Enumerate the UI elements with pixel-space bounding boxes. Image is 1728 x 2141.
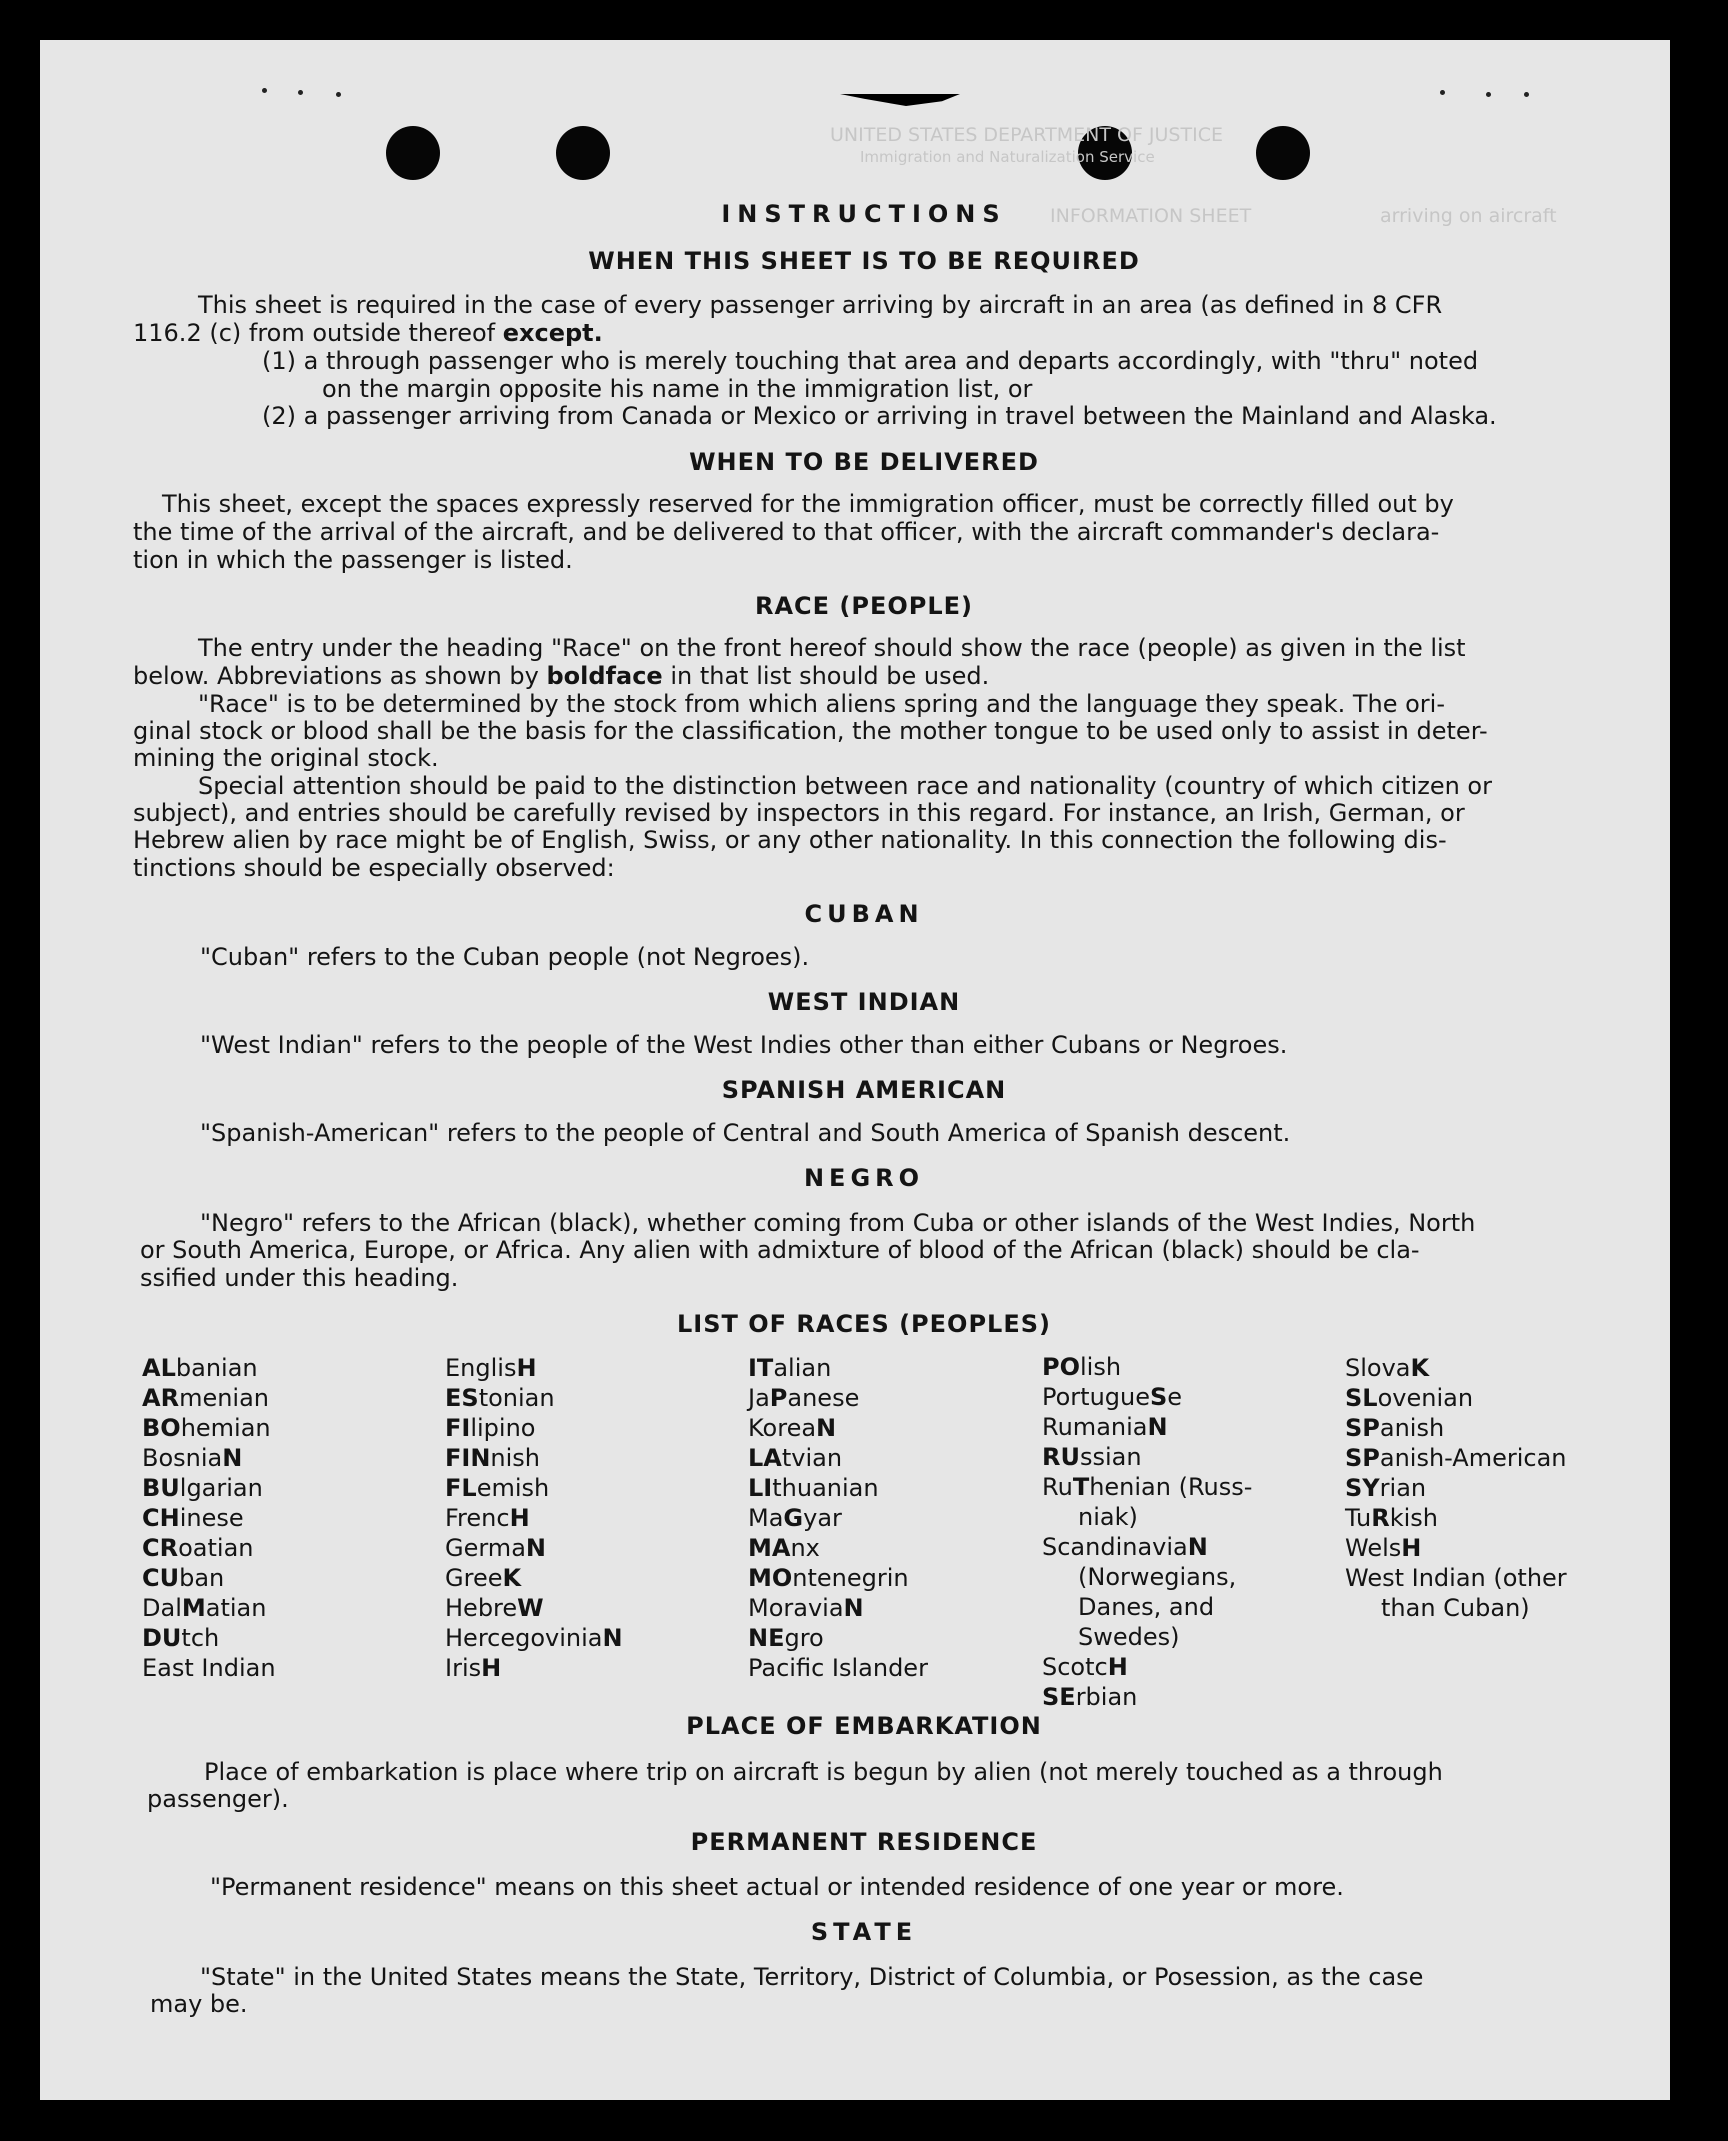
- race-text: anish-American: [1379, 1444, 1567, 1472]
- race-entry: [748, 1563, 928, 1593]
- race-abbreviation: AL: [142, 1354, 176, 1382]
- race-text: thuanian: [772, 1474, 879, 1502]
- paragraph-line: Place of embarkation is place where trip on aircraft is begun by alien (not merely touched as a through: [204, 1758, 1443, 1786]
- heading-race: RACE (PEOPLE): [754, 592, 974, 620]
- race-text: Slova: [1345, 1354, 1411, 1382]
- heading-west-indian: WEST INDIAN: [767, 988, 961, 1016]
- race-entry: [1042, 1472, 1252, 1502]
- race-entry: [1345, 1533, 1567, 1563]
- race-abbreviation: N: [843, 1594, 864, 1622]
- race-entry: [748, 1533, 928, 1563]
- race-abbreviation: LI: [748, 1474, 773, 1502]
- paragraph-line: "Permanent residence" means on this sheet actual or intended residence of one year or more.: [210, 1873, 1344, 1901]
- heading-delivered: WHEN TO BE DELIVERED: [689, 448, 1039, 476]
- race-text: rian: [1379, 1474, 1427, 1502]
- race-entry: [142, 1503, 276, 1533]
- exception-item-1: (1) a through passenger who is merely touching that area and departs accordingly, with "thru" noted: [262, 347, 1479, 375]
- paragraph-line: tinctions should be especially observed:: [133, 854, 615, 882]
- exception-item-1-cont: on the margin opposite his name in the immigration list, or: [322, 375, 1033, 403]
- race-abbreviation: MA: [748, 1534, 791, 1562]
- race-text: nx: [790, 1534, 820, 1562]
- race-text: Gree: [445, 1564, 503, 1592]
- race-entry: [142, 1623, 276, 1653]
- race-text: ovenian: [1377, 1384, 1474, 1412]
- race-entry: [142, 1653, 276, 1683]
- race-text: Korea: [748, 1414, 817, 1442]
- race-abbreviation: CH: [142, 1504, 180, 1532]
- race-text: anish: [1379, 1414, 1445, 1442]
- race-abbreviation: N: [1187, 1533, 1208, 1561]
- race-text: Frenc: [445, 1504, 510, 1532]
- race-text: menian: [179, 1384, 270, 1412]
- race-text: ntenegrin: [792, 1564, 909, 1592]
- paragraph-line: Hebrew alien by race might be of English, Swiss, or any other nationality. In this connection the following dis-: [133, 826, 1447, 854]
- race-entry: [445, 1563, 623, 1593]
- race-text: oatian: [178, 1534, 254, 1562]
- race-abbreviation: H: [1107, 1653, 1128, 1681]
- race-text: hemian: [180, 1414, 271, 1442]
- race-entry: [748, 1473, 928, 1503]
- race-abbreviation: FL: [445, 1474, 477, 1502]
- race-entry: [748, 1443, 928, 1473]
- speck: [298, 90, 303, 95]
- race-text: lish: [1080, 1353, 1122, 1381]
- race-abbreviation: NE: [748, 1624, 785, 1652]
- race-text: Ru: [1042, 1473, 1073, 1501]
- race-entry: [748, 1503, 928, 1533]
- paragraph-line: This sheet is required in the case of every passenger arriving by aircraft in an area (as defined in 8 CFR: [198, 291, 1443, 319]
- race-abbreviation: N: [470, 1444, 491, 1472]
- race-entry: [1042, 1562, 1252, 1592]
- exception-item-2: (2) a passenger arriving from Canada or Mexico or arriving in travel between the Mainland and Alaska.: [262, 402, 1497, 430]
- race-abbreviation: SE: [1042, 1683, 1076, 1711]
- race-abbreviation: IT: [748, 1354, 774, 1382]
- race-abbreviation: PO: [1042, 1353, 1080, 1381]
- race-entry: [142, 1593, 276, 1623]
- race-abbreviation: S: [1150, 1383, 1168, 1411]
- race-text: Moravia: [748, 1594, 844, 1622]
- race-entry: [142, 1443, 276, 1473]
- race-entry: [445, 1473, 623, 1503]
- race-abbreviation: H: [481, 1654, 502, 1682]
- races-column: [748, 1353, 928, 1683]
- race-entry: [445, 1503, 623, 1533]
- race-abbreviation: CU: [142, 1564, 180, 1592]
- race-abbreviation: W: [517, 1594, 544, 1622]
- race-text: tonian: [478, 1384, 555, 1412]
- punch-hole: [1256, 126, 1310, 180]
- race-entry: [142, 1473, 276, 1503]
- race-text: alian: [773, 1354, 832, 1382]
- race-text: nia: [1078, 1503, 1115, 1531]
- race-text: lipino: [470, 1414, 536, 1442]
- race-abbreviation: H: [1401, 1534, 1422, 1562]
- paragraph-line: ginal stock or blood shall be the basis for the classification, the mother tongue to be used only to assist in deter-: [133, 717, 1488, 745]
- race-text: banian: [175, 1354, 258, 1382]
- race-text: Scandinavia: [1042, 1533, 1188, 1561]
- race-abbreviation: SP: [1345, 1414, 1380, 1442]
- race-entry: [1345, 1563, 1567, 1593]
- paragraph-line: "State" in the United States means the State, Territory, District of Columbia, or Posession, as the case: [200, 1963, 1424, 1991]
- race-text: ssian: [1079, 1443, 1142, 1471]
- punch-hole: [386, 126, 440, 180]
- race-entry: [1345, 1593, 1567, 1623]
- paragraph-line: tion in which the passenger is listed.: [133, 546, 573, 574]
- race-text: henian (Russ-: [1089, 1473, 1253, 1501]
- bleed-through-text: UNITED STATES DEPARTMENT OF JUSTICE: [830, 124, 1223, 146]
- paragraph-line: "Race" is to be determined by the stock from which aliens spring and the language they speak. The ori-: [198, 690, 1446, 718]
- paragraph-line: subject), and entries should be carefully revised by inspectors in this regard. For instance, an Irish, German, or: [133, 799, 1465, 827]
- race-text: Hercegovinia: [445, 1624, 603, 1652]
- race-entry: [1042, 1442, 1252, 1472]
- race-abbreviation: DU: [142, 1624, 182, 1652]
- heading-embarkation: PLACE OF EMBARKATION: [686, 1712, 1042, 1740]
- race-entry: [445, 1533, 623, 1563]
- paragraph-line: may be.: [150, 1990, 248, 2018]
- race-entry: [445, 1353, 623, 1383]
- race-entry: [1042, 1502, 1252, 1532]
- race-text: yar: [803, 1504, 842, 1532]
- race-entry: [445, 1653, 623, 1683]
- paragraph-line: "Negro" refers to the African (black), whether coming from Cuba or other islands of the West Indies, North: [200, 1209, 1476, 1237]
- race-entry: [1042, 1592, 1252, 1622]
- race-entry: [1042, 1622, 1252, 1652]
- race-text: anese: [787, 1384, 860, 1412]
- race-text: rbian: [1075, 1683, 1138, 1711]
- heading-state: STATE: [810, 1918, 918, 1946]
- race-abbreviation: H: [509, 1504, 530, 1532]
- race-entry: [445, 1623, 623, 1653]
- paragraph-line: The entry under the heading "Race" on the front hereof should show the race (people) as given in the list: [198, 634, 1466, 662]
- race-text: Swedes): [1078, 1623, 1180, 1651]
- race-abbreviation: R: [1371, 1504, 1390, 1532]
- race-abbreviation: N: [222, 1444, 243, 1472]
- races-column: [1042, 1352, 1252, 1712]
- race-entry: [445, 1443, 623, 1473]
- race-abbreviation: N: [816, 1414, 837, 1442]
- paragraph-line: 116.2 (c) from outside thereof except.: [133, 319, 603, 347]
- race-abbreviation: LA: [748, 1444, 782, 1472]
- race-entry: [142, 1413, 276, 1443]
- race-abbreviation: N: [602, 1624, 623, 1652]
- races-column: [142, 1353, 276, 1683]
- race-entry: [1042, 1352, 1252, 1382]
- speck: [1524, 92, 1529, 97]
- race-text: Pacific Islander: [748, 1654, 928, 1682]
- race-entry: [1042, 1682, 1252, 1712]
- race-text: nish: [490, 1444, 541, 1472]
- paragraph-line: This sheet, except the spaces expressly reserved for the immigration officer, must be correctly filled out by: [162, 490, 1454, 518]
- race-text: tch: [181, 1624, 220, 1652]
- race-entry: [1345, 1443, 1567, 1473]
- race-abbreviation: K: [1410, 1354, 1430, 1382]
- race-abbreviation: K: [502, 1564, 522, 1592]
- race-abbreviation: AR: [142, 1384, 180, 1412]
- paragraph-line: or South America, Europe, or Africa. Any alien with admixture of blood of the African (black) should be cla-: [140, 1236, 1420, 1264]
- heading-negro: NEGRO: [803, 1164, 925, 1192]
- race-text: kish: [1389, 1504, 1438, 1532]
- race-entry: [1345, 1383, 1567, 1413]
- speck: [1486, 92, 1491, 97]
- race-entry: [748, 1623, 928, 1653]
- race-text: Wels: [1345, 1534, 1402, 1562]
- race-text: Dal: [142, 1594, 182, 1622]
- page-title: INSTRUCTIONS: [721, 200, 1007, 228]
- bleed-through-text: Immigration and Naturalization Service: [860, 148, 1155, 166]
- race-entry: [1042, 1652, 1252, 1682]
- paragraph-line: mining the original stock.: [133, 744, 439, 772]
- paragraph-line: "West Indian" refers to the people of the West Indies other than either Cubans or Negroes.: [200, 1031, 1288, 1059]
- race-abbreviation: H: [516, 1354, 537, 1382]
- race-text: atian: [205, 1594, 267, 1622]
- race-entry: [1042, 1382, 1252, 1412]
- race-text: k): [1114, 1503, 1138, 1531]
- race-text: Ma: [748, 1504, 784, 1532]
- speck: [1440, 90, 1445, 95]
- race-text: Hebre: [445, 1594, 518, 1622]
- race-text: Tu: [1345, 1504, 1372, 1532]
- race-abbreviation: G: [783, 1504, 804, 1532]
- race-text: Portugue: [1042, 1383, 1150, 1411]
- race-entry: [142, 1383, 276, 1413]
- bleed-through-text: INFORMATION SHEET: [1050, 205, 1252, 227]
- heading-residence: PERMANENT RESIDENCE: [690, 1828, 1038, 1856]
- race-text: Rumania: [1042, 1413, 1148, 1441]
- paragraph-line: "Cuban" refers to the Cuban people (not Negroes).: [200, 943, 810, 971]
- race-text: lgarian: [179, 1474, 263, 1502]
- speck: [262, 88, 267, 93]
- heading-spanish-american: SPANISH AMERICAN: [721, 1076, 1007, 1104]
- race-entry: [445, 1413, 623, 1443]
- race-abbreviation: FI: [445, 1414, 471, 1442]
- race-entry: [1042, 1532, 1252, 1562]
- race-abbreviation: N: [525, 1534, 546, 1562]
- race-entry: [1345, 1473, 1567, 1503]
- paragraph-line: ssified under this heading.: [140, 1264, 459, 1292]
- race-abbreviation: SP: [1345, 1444, 1380, 1472]
- race-entry: [1345, 1503, 1567, 1533]
- races-column: [1345, 1353, 1567, 1623]
- race-text: Iris: [445, 1654, 482, 1682]
- race-abbreviation: M: [181, 1594, 206, 1622]
- race-abbreviation: BO: [142, 1414, 181, 1442]
- race-entry: [445, 1593, 623, 1623]
- punch-hole: [556, 126, 610, 180]
- heading-required: WHEN THIS SHEET IS TO BE REQUIRED: [588, 247, 1140, 275]
- race-abbreviation: RU: [1042, 1443, 1080, 1471]
- race-text: than Cuban): [1381, 1594, 1530, 1622]
- race-abbreviation: CR: [142, 1534, 179, 1562]
- race-text: (Norwegians,: [1078, 1563, 1237, 1591]
- race-entry: [1345, 1353, 1567, 1383]
- race-text: East Indian: [142, 1654, 276, 1682]
- torn-edge: [840, 94, 960, 106]
- race-abbreviation: SY: [1345, 1474, 1380, 1502]
- race-text: e: [1167, 1383, 1183, 1411]
- race-text: inese: [179, 1504, 244, 1532]
- race-text: Danes, and: [1078, 1593, 1215, 1621]
- paragraph-line: the time of the arrival of the aircraft, and be delivered to that officer, with the aircraft commander's declara-: [133, 518, 1440, 546]
- heading-cuban: CUBAN: [804, 900, 924, 928]
- race-entry: [142, 1533, 276, 1563]
- race-entry: [142, 1563, 276, 1593]
- race-abbreviation: N: [1147, 1413, 1168, 1441]
- race-abbreviation: MO: [748, 1564, 793, 1592]
- race-text: West Indian (other: [1345, 1564, 1567, 1592]
- race-abbreviation: ES: [445, 1384, 479, 1412]
- race-entry: [1042, 1412, 1252, 1442]
- races-column: [445, 1353, 623, 1683]
- race-entry: [445, 1383, 623, 1413]
- race-abbreviation: FI: [445, 1444, 471, 1472]
- race-text: Englis: [445, 1354, 517, 1382]
- paragraph-line: "Spanish-American" refers to the people of Central and South America of Spanish descent.: [200, 1119, 1291, 1147]
- race-text: Scotc: [1042, 1653, 1108, 1681]
- race-text: emish: [476, 1474, 550, 1502]
- race-text: gro: [784, 1624, 824, 1652]
- race-abbreviation: SL: [1345, 1384, 1378, 1412]
- race-text: Bosnia: [142, 1444, 223, 1472]
- race-text: tvian: [781, 1444, 843, 1472]
- race-abbreviation: P: [769, 1384, 788, 1412]
- race-text: Germa: [445, 1534, 526, 1562]
- paragraph-line: below. Abbreviations as shown by boldface in that list should be used.: [133, 662, 990, 690]
- speck: [336, 92, 341, 97]
- race-abbreviation: T: [1072, 1473, 1090, 1501]
- race-entry: [748, 1353, 928, 1383]
- race-entry: [142, 1353, 276, 1383]
- race-text: ban: [179, 1564, 225, 1592]
- race-entry: [748, 1383, 928, 1413]
- paragraph-line: passenger).: [147, 1785, 289, 1813]
- race-text: Ja: [748, 1384, 770, 1412]
- bleed-through-text: arriving on aircraft: [1380, 205, 1557, 227]
- race-entry: [748, 1593, 928, 1623]
- race-entry: [748, 1653, 928, 1683]
- race-abbreviation: BU: [142, 1474, 180, 1502]
- paragraph-line: Special attention should be paid to the distinction between race and nationality (country of which citizen or: [198, 772, 1492, 800]
- race-entry: [748, 1413, 928, 1443]
- heading-list-of-races: LIST OF RACES (PEOPLES): [677, 1310, 1051, 1338]
- race-entry: [1345, 1413, 1567, 1443]
